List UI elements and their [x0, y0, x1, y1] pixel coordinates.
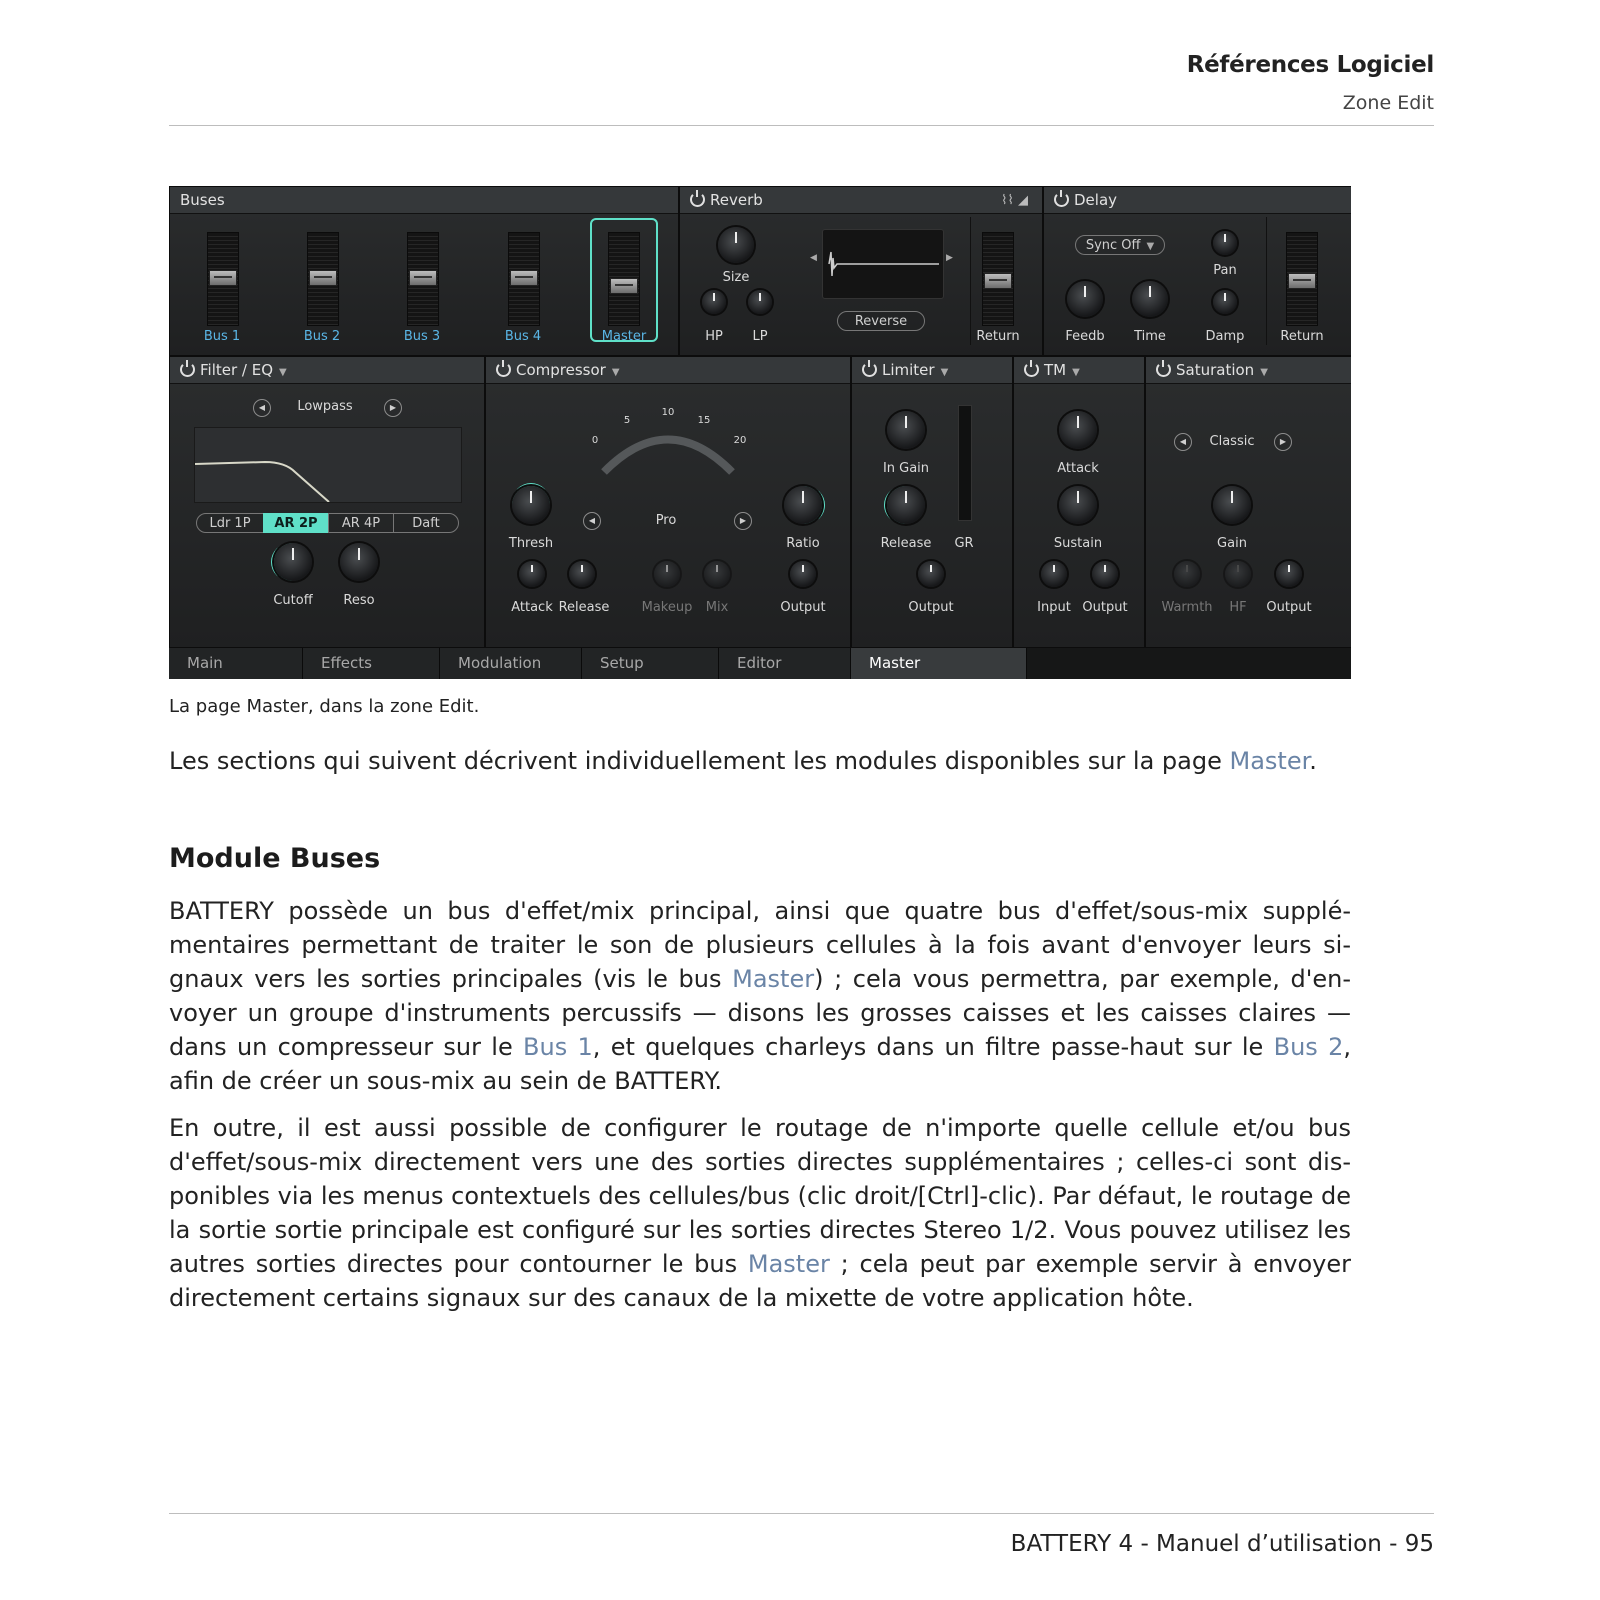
paragraph1-text-2: ) ; cela vous permettra, par exemple, d'envoyer un groupe d'instruments percussifs — disons les grosses caisses et les caisses claires — dans un compresseur sur le: [169, 965, 1351, 1061]
next-mode-icon[interactable]: ▶: [384, 399, 402, 417]
filter-type-ar2p[interactable]: AR 2P: [263, 513, 329, 533]
thresh-knob[interactable]: [512, 486, 550, 524]
compressor-mode-label: Pro: [655, 513, 677, 528]
paragraph1-text-4: , afin de créer un sous-mix au sein de BATTERY.: [169, 1033, 1352, 1095]
prev-arrow-icon[interactable]: ◀: [810, 253, 817, 263]
hf-knob[interactable]: [1225, 561, 1251, 587]
power-icon[interactable]: [1156, 362, 1171, 377]
paragraph2-text-2: ; cela peut par exemple servir à envoyer directement certains signaux sur des canaux de la mixette de votre application hôte.: [169, 1250, 1352, 1312]
delay-damp-label: Damp: [1205, 329, 1245, 344]
compressor-title: Compressor: [516, 361, 606, 379]
buses-panel: [169, 186, 679, 356]
reverb-return-label: Return: [976, 329, 1020, 344]
tm-attack-label: Attack: [1057, 461, 1099, 476]
filter-eq-panel: [169, 356, 485, 648]
bus3-fader[interactable]: [407, 232, 439, 326]
thresh-label: Thresh: [508, 536, 554, 551]
compressor-panel-header: [486, 357, 850, 384]
power-icon[interactable]: [690, 192, 705, 207]
reverb-lp-knob[interactable]: [748, 290, 772, 314]
power-icon[interactable]: [862, 362, 877, 377]
output-label: Output: [780, 600, 826, 615]
reverb-hp-knob[interactable]: [702, 290, 726, 314]
waveform-icon[interactable]: ⌇⌇ ◢: [1001, 193, 1028, 208]
scale-0: 0: [591, 435, 599, 446]
makeup-knob[interactable]: [654, 561, 680, 587]
bus1-link[interactable]: Bus 1: [523, 1033, 593, 1061]
mix-label: Mix: [705, 600, 729, 615]
reverb-return-fader[interactable]: [982, 232, 1014, 326]
limiter-title: Limiter: [882, 361, 935, 379]
footer-rule: [169, 1513, 1434, 1514]
paragraph-2: [169, 1111, 1351, 1315]
saturation-gain-label: Gain: [1217, 536, 1247, 551]
tm-output-knob[interactable]: [1092, 561, 1118, 587]
delay-return-label: Return: [1280, 329, 1324, 344]
saturation-gain-knob[interactable]: [1213, 486, 1251, 524]
saturation-output-knob[interactable]: [1276, 561, 1302, 587]
attack-knob[interactable]: [519, 561, 545, 587]
power-icon[interactable]: [1024, 362, 1039, 377]
tm-input-knob[interactable]: [1041, 561, 1067, 587]
cutoff-knob[interactable]: [274, 543, 312, 581]
saturation-output-label: Output: [1266, 600, 1312, 615]
filter-type-daft[interactable]: Daft: [393, 513, 459, 533]
master-fader[interactable]: [608, 232, 640, 326]
tm-panel-header: [1014, 357, 1144, 384]
delay-time-knob[interactable]: [1132, 281, 1168, 317]
release-knob[interactable]: [569, 561, 595, 587]
reverb-impulse-display: [822, 229, 944, 299]
next-mode-icon[interactable]: ▶: [1274, 433, 1292, 451]
scale-10: 10: [661, 407, 675, 418]
saturation-title: Saturation: [1176, 361, 1255, 379]
scale-15: 15: [697, 415, 711, 426]
master-label: Master: [601, 329, 647, 344]
tab-master[interactable]: Master: [851, 648, 1027, 679]
master-link[interactable]: Master: [1229, 747, 1310, 775]
tab-effects[interactable]: Effects: [303, 648, 440, 679]
chevron-down-icon[interactable]: ▼: [279, 367, 287, 378]
warmth-label: Warmth: [1161, 600, 1213, 615]
release-label: Release: [558, 600, 610, 615]
intro-paragraph: [169, 744, 1351, 778]
filter-curve-display: [194, 427, 462, 503]
limiter-release-knob[interactable]: [887, 486, 925, 524]
ratio-label: Ratio: [786, 536, 820, 551]
saturation-panel: [1145, 356, 1351, 648]
power-icon[interactable]: [180, 362, 195, 377]
compressor-panel: [485, 356, 851, 648]
tm-sustain-knob[interactable]: [1059, 486, 1097, 524]
attack-label: Attack: [511, 600, 553, 615]
bus2-link[interactable]: Bus 2: [1273, 1033, 1344, 1061]
section-heading: Module Buses: [169, 843, 381, 874]
sync-dropdown-value: Sync Off: [1085, 238, 1141, 253]
prev-mode-icon[interactable]: ◀: [253, 399, 271, 417]
limiter-output-knob[interactable]: [918, 561, 944, 587]
page-footer: BATTERY 4 - Manuel d’utilisation - 95: [1010, 1531, 1434, 1557]
reverb-panel-header: [680, 187, 1042, 214]
in-gain-knob[interactable]: [887, 411, 925, 449]
master-link[interactable]: Master: [747, 1250, 830, 1278]
reverb-size-knob[interactable]: [718, 227, 754, 263]
chevron-down-icon[interactable]: ▼: [940, 367, 949, 378]
reso-label: Reso: [343, 593, 375, 608]
next-arrow-icon[interactable]: ▶: [946, 253, 953, 263]
running-header-title: Références Logiciel: [1186, 52, 1434, 78]
delay-feedb-knob[interactable]: [1067, 281, 1103, 317]
chevron-down-icon[interactable]: ▼: [1072, 367, 1080, 378]
reverb-hp-label: HP: [705, 329, 723, 344]
tab-editor[interactable]: Editor: [719, 648, 851, 679]
bus1-label: Bus 1: [203, 329, 241, 344]
delay-time-label: Time: [1134, 329, 1166, 344]
filter-panel-header: [170, 357, 484, 384]
limiter-panel: [851, 356, 1013, 648]
reverb-title: Reverb: [710, 191, 763, 209]
cutoff-label: Cutoff: [273, 593, 313, 608]
scale-5: 5: [623, 415, 631, 426]
prev-mode-icon[interactable]: ◀: [1174, 433, 1192, 451]
warmth-knob[interactable]: [1174, 561, 1200, 587]
power-icon[interactable]: [496, 362, 511, 377]
prev-mode-icon[interactable]: ◀: [583, 512, 601, 530]
in-gain-label: In Gain: [882, 461, 930, 476]
filter-title: Filter / EQ: [200, 361, 274, 379]
limiter-output-label: Output: [908, 600, 954, 615]
header-rule: [169, 125, 1434, 126]
filter-mode-label: Lowpass: [297, 399, 353, 414]
ratio-knob[interactable]: [784, 486, 822, 524]
makeup-label: Makeup: [641, 600, 693, 615]
limiter-release-label: Release: [880, 536, 932, 551]
intro-end: .: [1309, 747, 1317, 775]
mix-knob[interactable]: [704, 561, 730, 587]
delay-feedb-label: Feedb: [1065, 329, 1105, 344]
running-header-subtitle: Zone Edit: [1342, 92, 1434, 114]
gr-meter: [958, 405, 972, 521]
filter-type-ar4p[interactable]: AR 4P: [328, 513, 394, 533]
filter-type-ldr1p[interactable]: Ldr 1P: [196, 513, 264, 533]
limiter-panel-header: [852, 357, 1012, 384]
paragraph1-text-3: , et quelques charleys dans un filtre passe-haut sur le: [592, 1033, 1274, 1061]
figure-caption: La page Master, dans la zone Edit.: [169, 696, 480, 717]
hf-label: HF: [1229, 600, 1247, 615]
delay-pan-label: Pan: [1213, 263, 1237, 278]
master-link[interactable]: Master: [732, 965, 815, 993]
compressor-meter-arc: [486, 387, 850, 497]
gr-label: GR: [954, 536, 974, 551]
tm-attack-knob[interactable]: [1059, 411, 1097, 449]
bus3-label: Bus 3: [403, 329, 441, 344]
tm-input-label: Input: [1037, 600, 1071, 615]
saturation-mode-label: Classic: [1209, 434, 1255, 449]
saturation-panel-header: [1146, 357, 1351, 384]
tab-setup[interactable]: Setup: [582, 648, 719, 679]
delay-return-fader[interactable]: [1286, 232, 1318, 326]
bus1-fader[interactable]: [207, 232, 239, 326]
chevron-down-icon[interactable]: ▼: [611, 367, 620, 378]
delay-pan-knob[interactable]: [1213, 231, 1237, 255]
tm-sustain-label: Sustain: [1053, 536, 1103, 551]
power-icon[interactable]: [1054, 192, 1069, 207]
bus4-label: Bus 4: [504, 329, 542, 344]
delay-title: Delay: [1074, 191, 1118, 209]
next-mode-icon[interactable]: ▶: [734, 512, 752, 530]
tm-output-label: Output: [1082, 600, 1128, 615]
tab-main[interactable]: Main: [169, 648, 303, 679]
buses-panel-title: Buses: [170, 187, 678, 214]
delay-panel-header: [1044, 187, 1351, 214]
tm-title: TM: [1044, 361, 1067, 379]
chevron-down-icon: ▼: [1146, 241, 1155, 252]
bus4-fader[interactable]: [508, 232, 540, 326]
bus2-label: Bus 2: [303, 329, 341, 344]
reverb-lp-label: LP: [752, 329, 768, 344]
paragraph2-text-1: En outre, il est aussi possible de configurer le routage de n'importe quelle cellule et/ou bus d'effet/sous-mix directement vers une des sorties directes supplémentaires ; celles-ci sont disponibles via les menus contextuels des cellules/bus (clic droit/[Ctrl]-clic). Par défaut, le routage de la sortie sortie principale est configuré sur les sorties directes Stereo 1/2. Vous pouvez utilisez les autres sorties directes pour contourner le bus: [169, 1114, 1351, 1278]
tm-panel: [1013, 356, 1145, 648]
master-page-screenshot: [169, 186, 1351, 679]
reverse-button[interactable]: Reverse: [837, 311, 925, 331]
reverb-size-label: Size: [722, 270, 750, 285]
delay-damp-knob[interactable]: [1213, 290, 1237, 314]
scale-20: 20: [733, 435, 747, 446]
edit-tab-bar: [169, 648, 1351, 679]
paragraph1-text-1: BATTERY possède un bus d'effet/mix principal, ainsi que quatre bus d'effet/sous-mix supplémentaires permettant de traiter le son de plusieurs cellules à la fois avant d'envoyer leurs signaux vers les sorties principales (vis le bus: [169, 897, 1351, 993]
reso-knob[interactable]: [340, 543, 378, 581]
paragraph-1: [169, 894, 1351, 1098]
bus2-fader[interactable]: [307, 232, 339, 326]
chevron-down-icon[interactable]: ▼: [1260, 367, 1268, 378]
output-knob[interactable]: [790, 561, 816, 587]
tab-modulation[interactable]: Modulation: [440, 648, 582, 679]
delay-panel: [1043, 186, 1351, 356]
intro-text: Les sections qui suivent décrivent individuellement les modules disponibles sur la page: [169, 747, 1230, 775]
reverb-panel: [679, 186, 1043, 356]
sync-dropdown[interactable]: [1075, 235, 1165, 255]
